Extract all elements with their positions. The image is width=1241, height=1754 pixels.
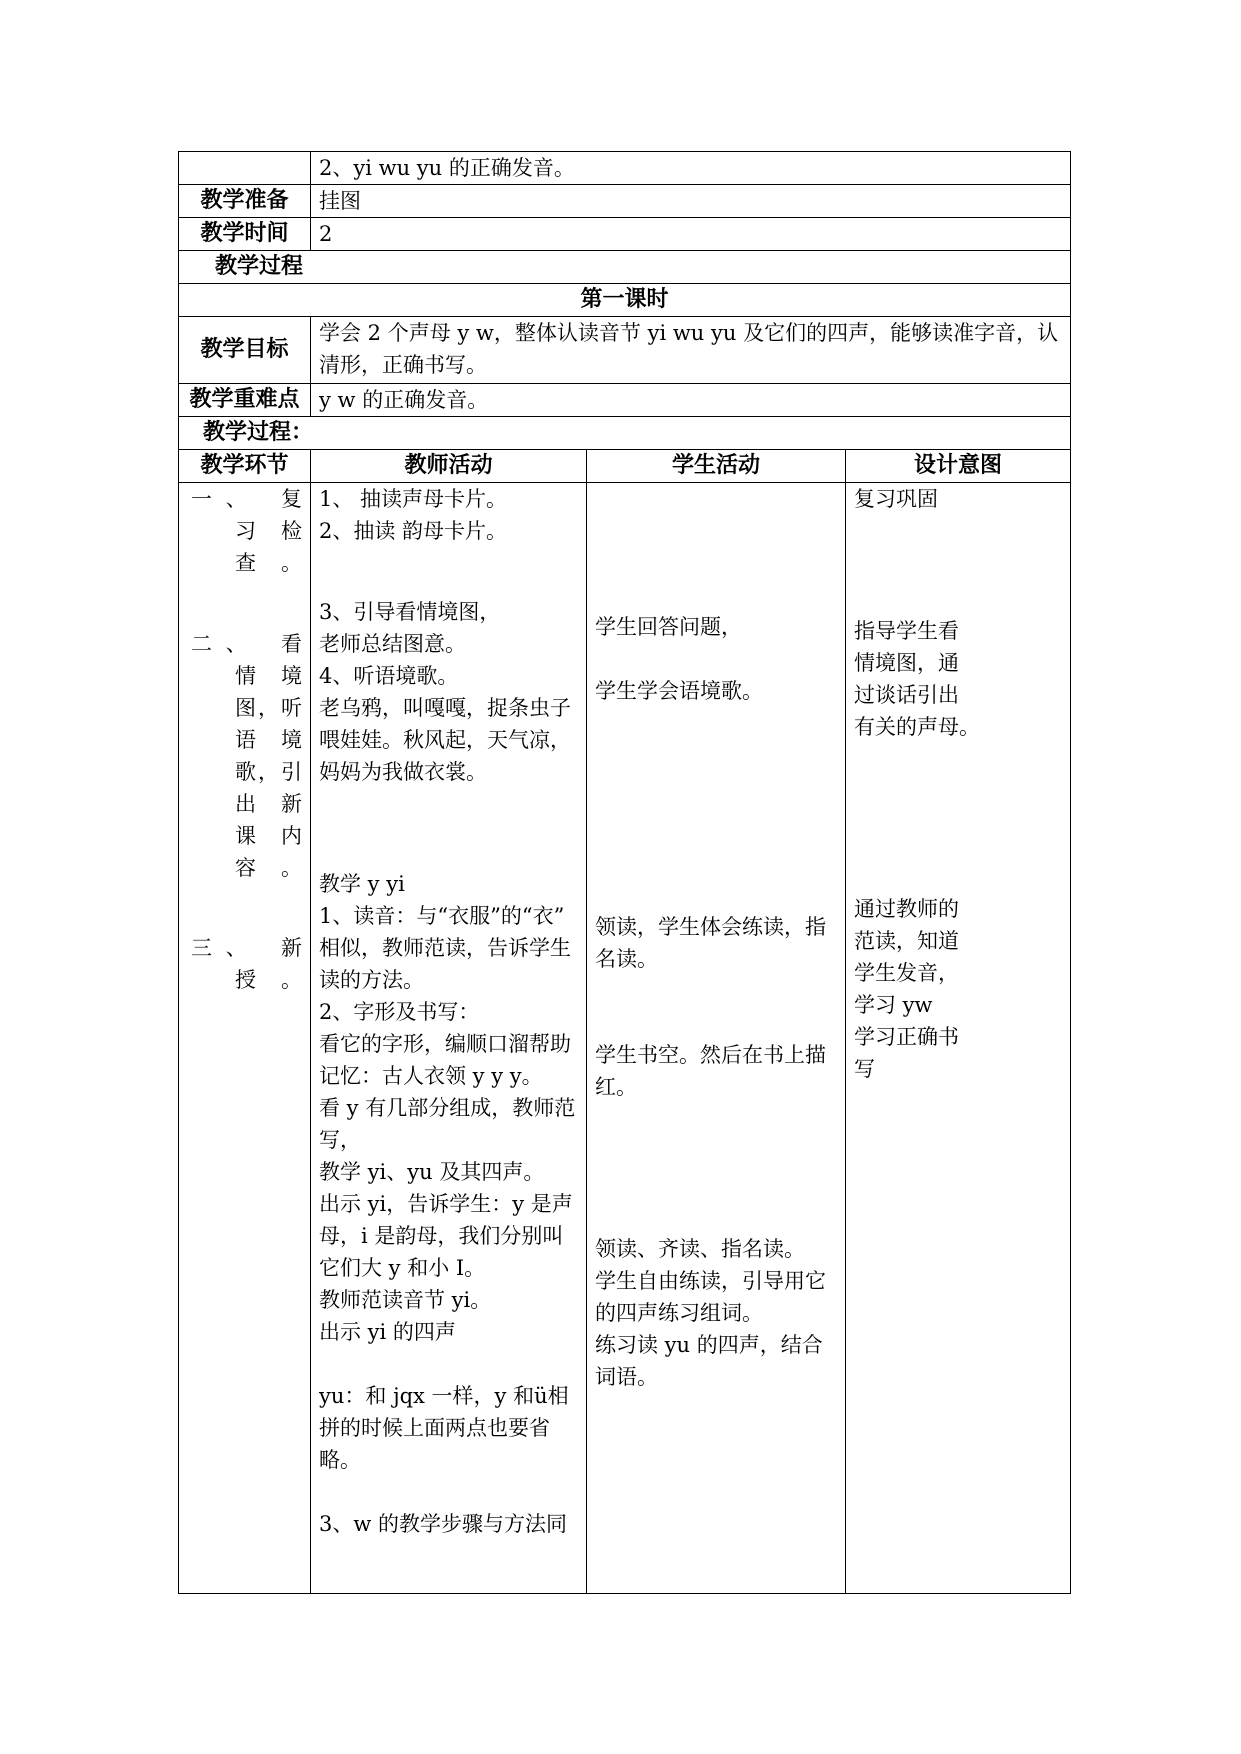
column-header-row [179,450,1071,483]
key-label: 教学重难点 [179,384,311,417]
stage-1-head: 一、 复 [191,487,302,511]
lesson-title: 第一课时 [179,284,1071,317]
col-stage: 教学环节 [179,450,311,483]
goal-label: 教学目标 [179,317,311,384]
time-label: 教学时间 [179,218,311,251]
empty-label-cell [179,152,311,185]
process-row [179,251,1071,284]
goal-row [179,317,1071,384]
prep-label: 教学准备 [179,185,311,218]
student-context: 学生回答问题， 学生学会语境歌。 [595,615,763,703]
student-practice: 领读、齐读、指名读。 学生自由练读，引导用它 的四声练习组词。 练习读 yu 的四声，结合 词语。 [595,1237,826,1389]
stage-2-head: 二、 看 [191,632,302,656]
lesson-plan-table [178,151,1071,1594]
goal-continued-row [179,152,1071,185]
lesson-title-row [179,284,1071,317]
stage-3-head: 三、 新 [191,936,302,960]
key-text: y w 的正确发音。 [311,384,1071,417]
stage-1-rest: 习 检 查。 [235,519,302,575]
lesson-plan-page [178,151,1070,1594]
stage-cell [179,483,311,1594]
process-colon-row [179,417,1071,450]
goal-line2: 2、yi wu yu 的正确发音。 [311,152,1071,185]
goal-text: 学会 2 个声母 y w，整体认读音节 yi wu yu 及它们的四声，能够读准字音，认清形，正确书写。 [311,317,1071,384]
time-row [179,218,1071,251]
time-value: 2 [311,218,1071,251]
process-colon-label: 教学过程： [179,417,1071,450]
teacher-new: 教学 y yi 1、读音：与“衣服”的“衣” 相似，教师范读，告诉学生 读的方法。 2、字形及书写： 看它的字形，编顺口溜帮助 记忆：古人衣领 y y y。 看 y 有几部分组成，教师范 写， 教学 yi、yu 及其四声。 出示 yi，告诉学生：y 是声 母，i 是韵母，我们分别叫 它们大 y 和小 I。 教师范读音节 yi。 出示 yi 的四声 yu：和 jqx 一样，y 和ü相 拼的时候上面两点也要省 略。 3、w 的教学步骤与方法同 [319,872,576,1536]
prep-row [179,185,1071,218]
activity-row [179,483,1071,1594]
teacher-context: 3、引导看情境图， 老师总结图意。 4、听语境歌。 老乌鸦，叫嘎嘎，捉条虫子 喂娃娃。秋风起，天气凉， 妈妈为我做衣裳。 [319,600,571,784]
col-teacher: 教师活动 [311,450,587,483]
process-label: 教学过程 [179,251,1071,284]
student-write: 学生书空。然后在书上描 红。 [595,1043,826,1099]
student-read: 领读，学生体会练读，指 名读。 [595,915,826,971]
stage-2-rest: 情 境 图，听 语 境 歌，引 出 新 课 内 容。 [235,664,302,880]
teacher-cell [311,483,587,1594]
intent-cell [846,483,1071,1594]
stage-3-rest: 授。 [235,968,302,992]
intent-context: 指导学生看 情境图，通 过谈话引出 有关的声母。 [854,619,980,739]
col-intent: 设计意图 [846,450,1071,483]
student-cell [587,483,846,1594]
intent-new: 通过教师的 范读，知道 学生发音， 学习 yw 学习正确书 写 [854,897,959,1081]
col-student: 学生活动 [587,450,846,483]
teacher-review: 1、 抽读声母卡片。 2、抽读 韵母卡片。 [319,487,508,543]
prep-value: 挂图 [311,185,1071,218]
key-row [179,384,1071,417]
intent-review: 复习巩固 [854,487,938,511]
